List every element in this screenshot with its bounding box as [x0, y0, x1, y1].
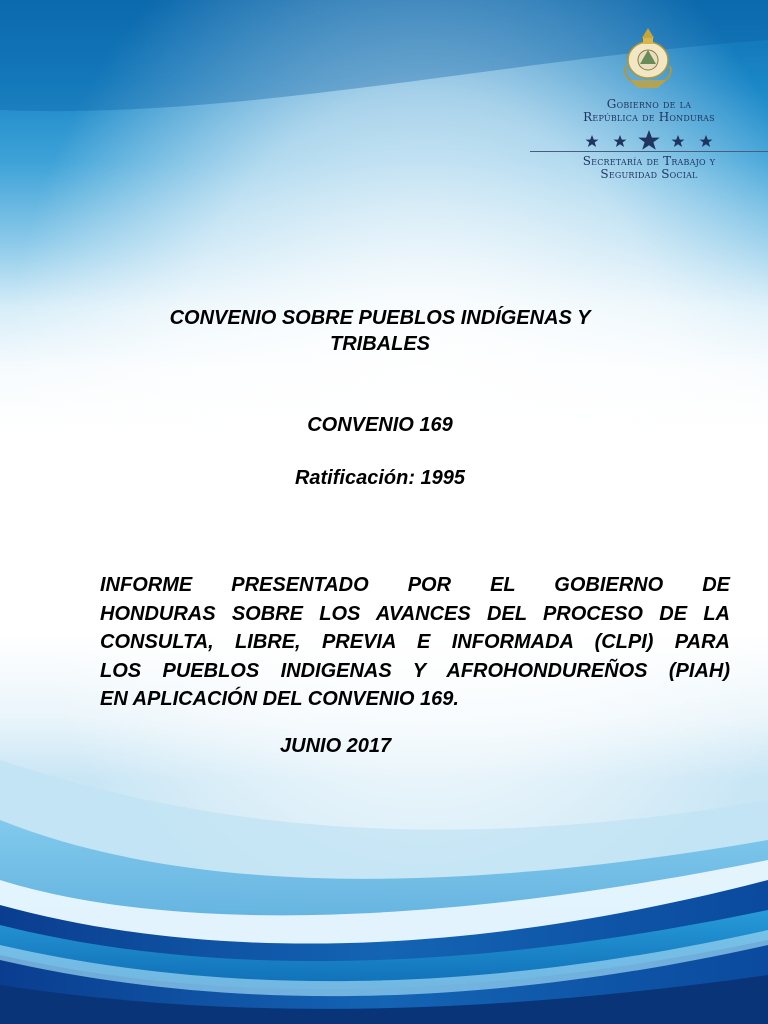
- ministry-name-line1: Secretaría de Trabajo y: [582, 154, 716, 168]
- report-line: LOS PUEBLOS INDIGENAS Y AFROHONDUREÑOS (PIAH): [100, 659, 730, 682]
- document-title-line1: CONVENIO SOBRE PUEBLOS INDÍGENAS Y: [169, 307, 591, 329]
- report-description: [100, 571, 730, 714]
- report-line: HONDURAS SOBRE LOS AVANCES DEL PROCESO DE LA: [100, 602, 730, 625]
- header-divider: [530, 151, 768, 152]
- honduras-coat-of-arms-icon: [620, 20, 676, 92]
- document-title-line2: TRIBALES: [330, 333, 430, 355]
- report-line: INFORME PRESENTADO POR EL GOBIERNO DE: [100, 574, 730, 596]
- government-header: [530, 20, 768, 190]
- report-line: EN APLICACIÓN DEL CONVENIO 169.: [100, 688, 459, 710]
- five-stars-icon: [582, 129, 716, 151]
- report-date: JUNIO 2017: [280, 735, 392, 757]
- convention-number: CONVENIO 169: [307, 414, 453, 436]
- ministry-name-line2: Seguridad Social: [600, 167, 698, 181]
- government-name-line1: Gobierno de la: [606, 97, 692, 111]
- government-name-line2: República de Honduras: [583, 110, 715, 124]
- report-line: CONSULTA, LIBRE, PREVIA E INFORMADA (CLPI) PARA: [100, 631, 730, 653]
- ratification-year: Ratificación: 1995: [294, 467, 466, 489]
